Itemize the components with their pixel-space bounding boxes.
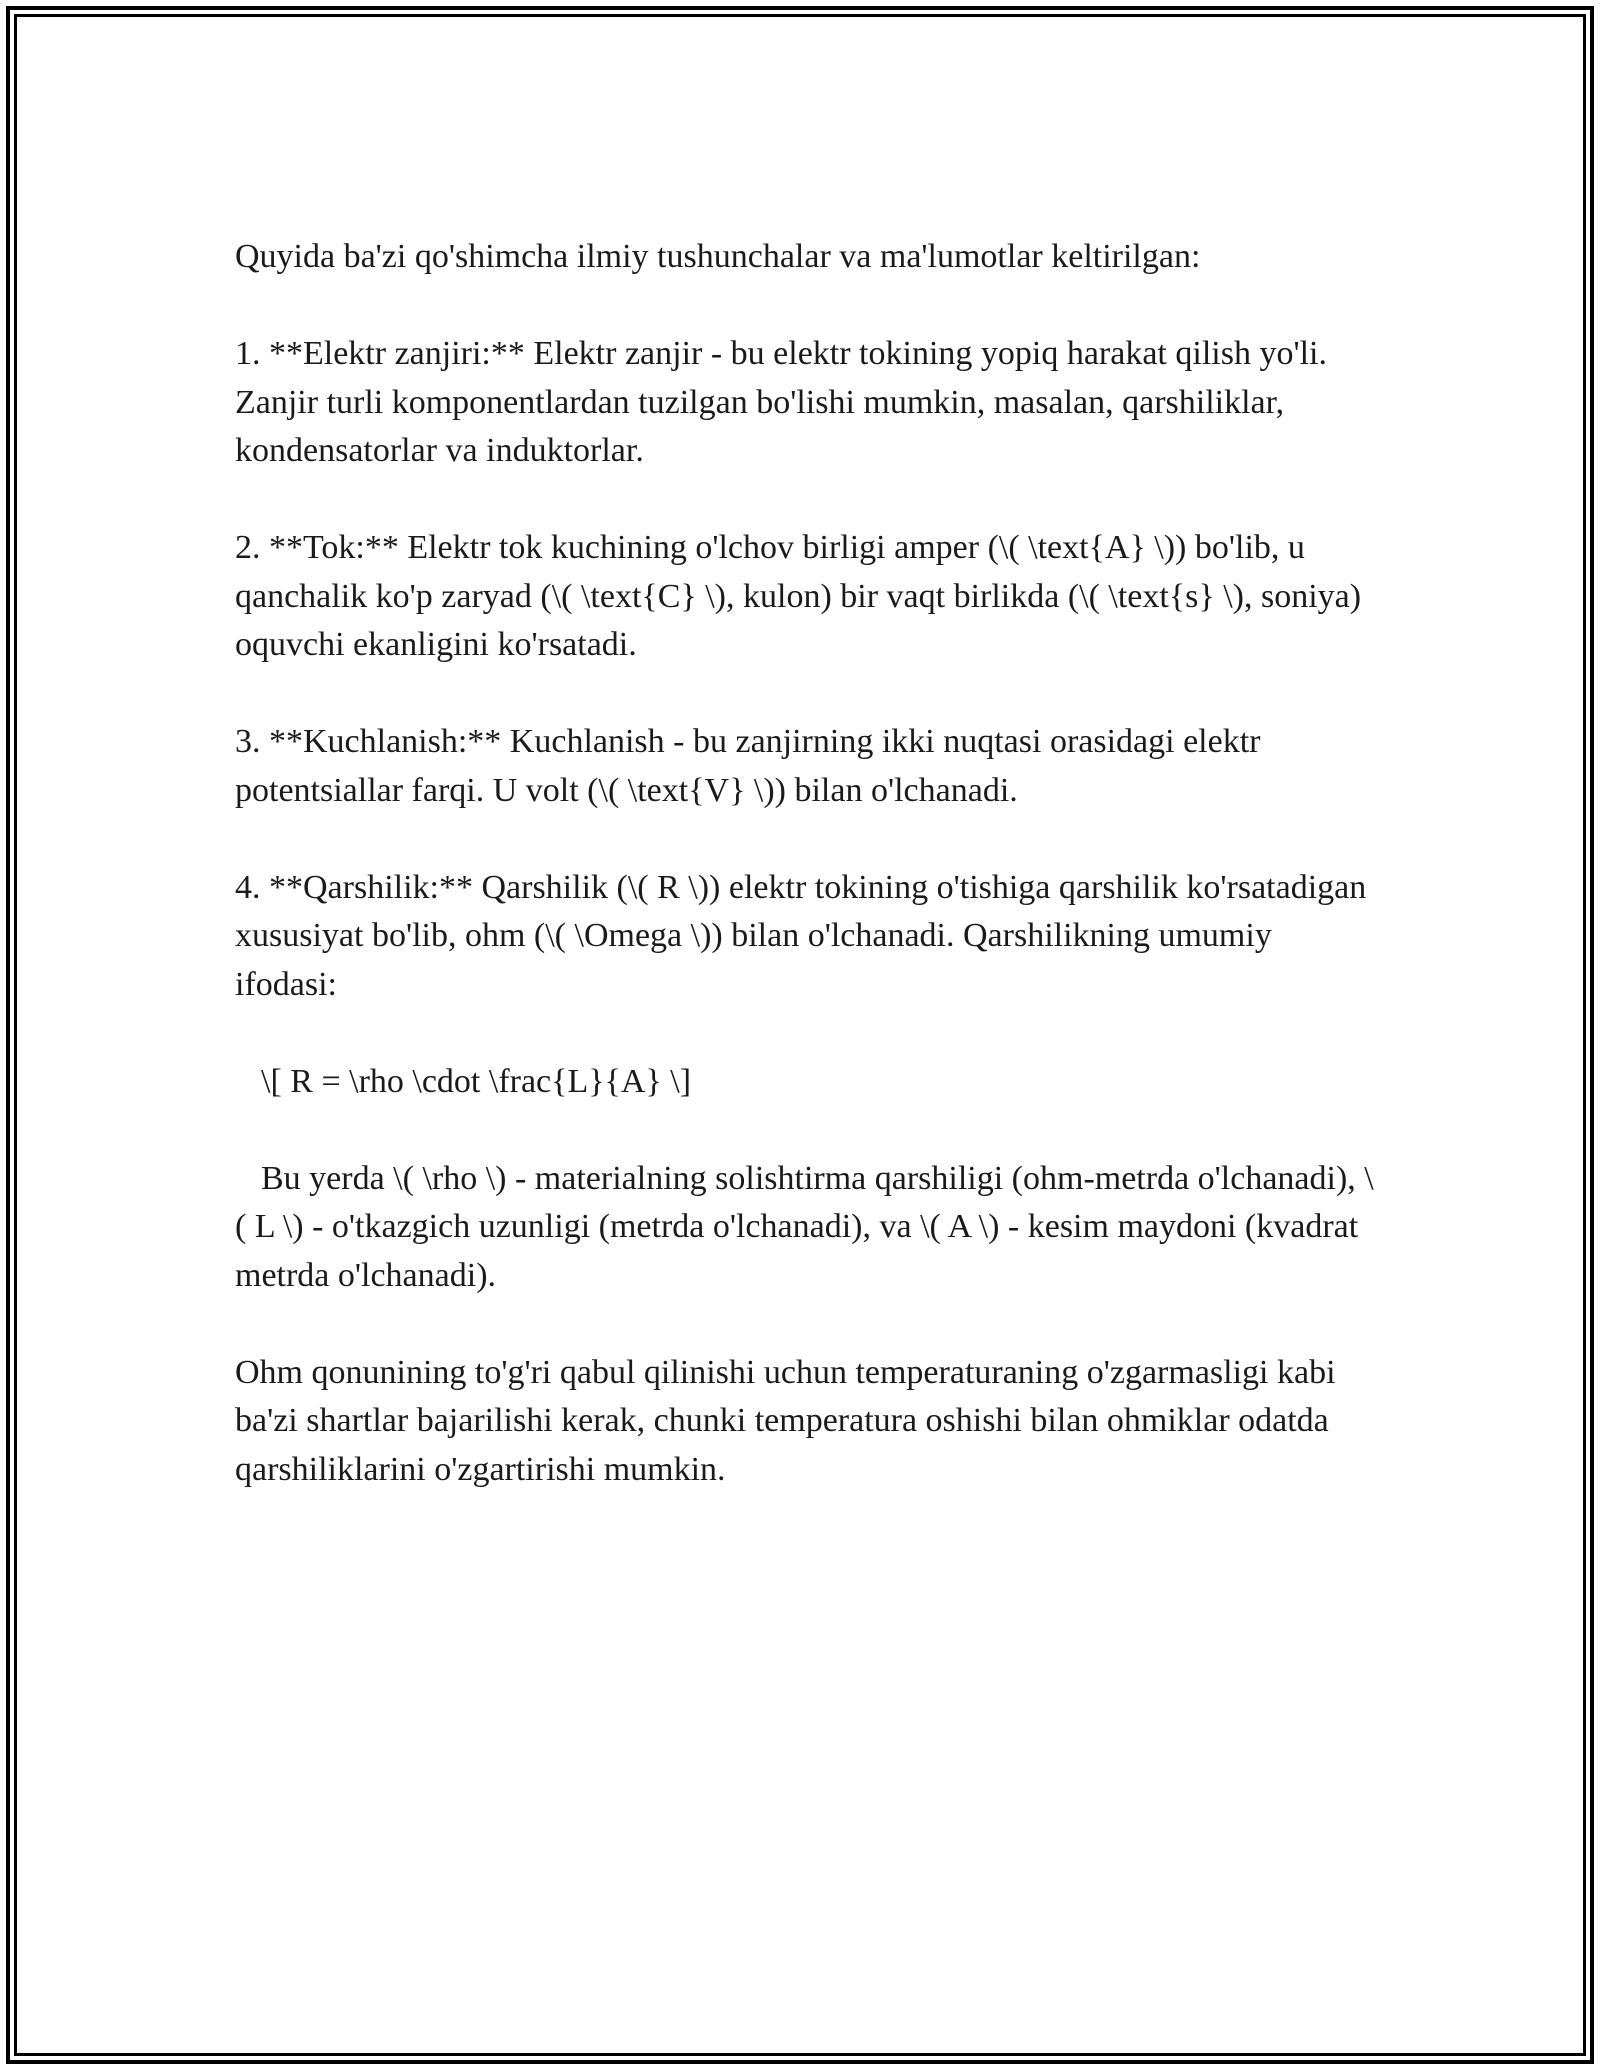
item-current: 2. **Tok:** Elektr tok kuchining o'lchov birligi amper (\( \text{A} \)) bo'lib, u qanchalik ko'p zaryad (\( \text{C} \), kulon) bir vaqt birlikda (\( \text{s} \), soniya) oquvchi ekanligini ko'rsatadi. <box>235 529 1370 663</box>
resistance-formula: \[ R = \rho \cdot \frac{L}{A} \] <box>261 1062 692 1100</box>
item-voltage: 3. **Kuchlanish:** Kuchlanish - bu zanjirning ikki nuqtasi orasidagi elektr potentsiallar farqi. U volt (\( \text{V} \)) bilan o'lchanadi. <box>235 723 1269 809</box>
formula-explanation: Bu yerda \( \rho \) - materialning solishtirma qarshiligi (ohm-metrda o'lchanadi), \( L \) - o'tkazgich uzunligi (metrda o'lchanadi), va \( A \) - kesim maydoni (kvadrat metrda o'lchanadi). <box>235 1159 1374 1294</box>
document-body <box>235 233 1375 1543</box>
item-electric-circuit: 1. **Elektr zanjiri:** Elektr zanjir - bu elektr tokining yopiq harakat qilish yo'li. Zanjir turli komponentlardan tuzilgan bo'lishi mumkin, masalan, qarshiliklar, kondensatorlar va induktorlar. <box>235 335 1336 469</box>
intro-paragraph: Quyida ba'zi qo'shimcha ilmiy tushunchalar va ma'lumotlar keltirilgan: <box>235 238 1201 275</box>
conclusion-paragraph: Ohm qonunining to'g'ri qabul qilinishi uchun temperaturaning o'zgarmasligi kabi ba'zi shartlar bajarilishi kerak, chunki temperatura oshishi bilan ohmiklar odatda qarshiliklarini o'zgartirishi mumkin. <box>235 1353 1345 1488</box>
item-resistance: 4. **Qarshilik:** Qarshilik (\( R \)) elektr tokining o'tishiga qarshilik ko'rsatadigan xususiyat bo'lib, ohm (\( \Omega \)) bilan o'lchanadi. Qarshilikning umumiy ifodasi: <box>235 868 1375 1003</box>
